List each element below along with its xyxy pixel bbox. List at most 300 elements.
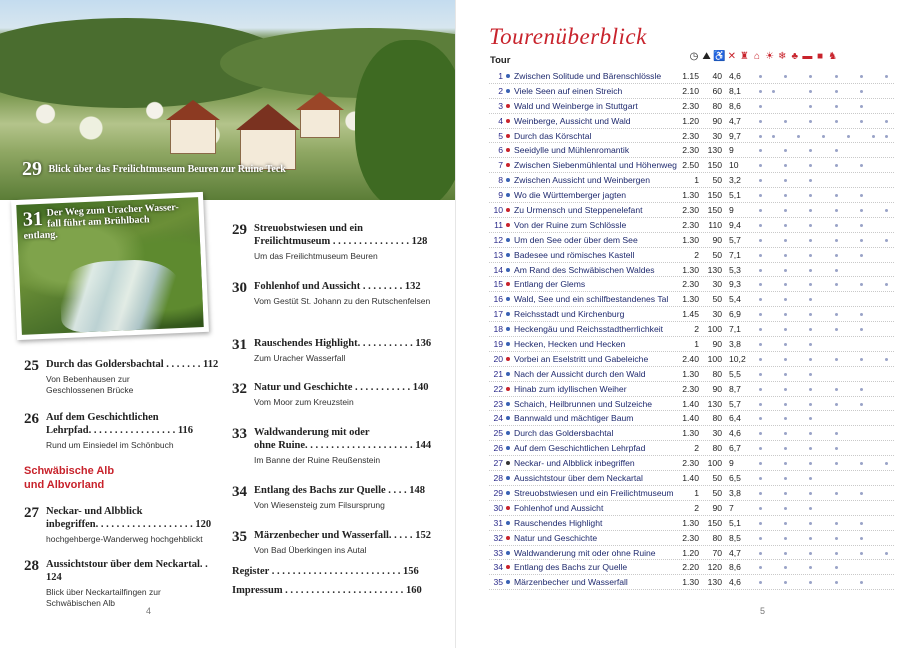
tour-duration: 2.30 — [682, 130, 699, 141]
feature-dot — [809, 552, 812, 555]
feature-dot — [784, 417, 787, 420]
feature-dot — [784, 269, 787, 272]
toc-entry-34[interactable] — [232, 484, 432, 511]
tour-elevation: 90 — [712, 234, 722, 245]
toc-subtitle: Im Banne der Ruine Reußenstein — [254, 455, 381, 465]
tour-duration: 1.20 — [682, 115, 699, 126]
feature-dot — [860, 552, 863, 555]
tour-row[interactable] — [489, 486, 894, 501]
feature-dot — [860, 313, 863, 316]
feature-dot — [872, 135, 875, 138]
tour-elevation: 120 — [707, 562, 722, 573]
tour-row[interactable] — [489, 322, 894, 337]
tour-number: 10 — [493, 205, 503, 216]
clock-icon: ◷ — [689, 51, 699, 62]
feature-dot — [759, 209, 762, 212]
tour-duration: 2.50 — [682, 160, 699, 171]
feature-dot — [809, 566, 812, 569]
tour-bullet — [506, 446, 510, 450]
tour-name: Um den See oder über dem See — [514, 234, 638, 245]
feature-dot — [835, 537, 838, 540]
tour-bullet — [506, 89, 510, 93]
tour-elevation: 30 — [712, 130, 722, 141]
tour-distance: 10,2 — [729, 353, 746, 364]
feature-dot — [835, 313, 838, 316]
tour-duration: 1.30 — [682, 294, 699, 305]
tour-bullet — [506, 536, 510, 540]
tour-row[interactable] — [489, 307, 894, 322]
feature-dot — [784, 239, 787, 242]
toc-register[interactable]: Register . . . . . . . . . . . . . . . . . . . . . . . . . 156 — [232, 566, 419, 577]
feature-dot — [809, 75, 812, 78]
toc-title: Aussichtstour über dem Neckartal. . 124 — [46, 559, 208, 583]
tour-duration: 2.10 — [682, 85, 699, 96]
feature-dot — [759, 432, 762, 435]
feature-dot — [835, 328, 838, 331]
feature-dot — [784, 164, 787, 167]
feature-dot — [759, 135, 762, 138]
tour-name: Fohlenhof und Aussicht — [514, 502, 604, 513]
tour-duration: 2.30 — [682, 145, 699, 156]
tour-bullet — [506, 327, 510, 331]
feature-dot — [809, 105, 812, 108]
feature-dot — [860, 492, 863, 495]
tour-distance: 10 — [729, 160, 739, 171]
tour-duration: 2.30 — [682, 532, 699, 543]
tour-elevation: 90 — [712, 115, 722, 126]
feature-dot — [759, 254, 762, 257]
feature-dot — [809, 239, 812, 242]
toc-entry-28[interactable] — [24, 558, 224, 609]
toc-page: 116 — [177, 425, 194, 436]
tour-row[interactable] — [489, 158, 894, 173]
tour-duration: 1.30 — [682, 368, 699, 379]
feature-dot — [759, 522, 762, 525]
tour-duration: 1 — [694, 175, 699, 186]
tour-name: Von der Ruine zum Schlössle — [514, 219, 627, 230]
tour-features — [751, 292, 896, 306]
toc-subtitle: Blick über Neckartailfingen zur Schwäbischen Alb — [46, 587, 161, 608]
tour-row[interactable] — [489, 426, 894, 441]
feature-dot — [809, 313, 812, 316]
tour-elevation: 130 — [707, 577, 722, 588]
tour-distance: 8,7 — [729, 383, 741, 394]
tour-number: 25 — [493, 428, 503, 439]
tour-features — [751, 397, 896, 411]
toc-entry-25[interactable] — [24, 358, 224, 396]
inset-caption — [22, 202, 179, 242]
tour-bullet — [506, 565, 510, 569]
tour-row[interactable] — [489, 84, 894, 99]
tour-duration: 1.40 — [682, 413, 699, 424]
tour-row[interactable] — [489, 531, 894, 546]
tour-name: Weinberge, Aussicht und Wald — [514, 115, 631, 126]
feature-dot — [809, 269, 812, 272]
tour-distance: 4,6 — [729, 577, 741, 588]
feature-dot — [759, 373, 762, 376]
feature-dot — [885, 552, 888, 555]
tour-elevation: 30 — [712, 428, 722, 439]
tour-row[interactable] — [489, 337, 894, 352]
tour-number: 27 — [493, 458, 503, 469]
tour-distance: 9,3 — [729, 279, 741, 290]
feature-dot — [759, 343, 762, 346]
toc-title: Rauschendes Highlight. . . . . . . . . . . 136 — [254, 338, 432, 349]
tour-name: Märzenbecher und Wasserfall — [514, 577, 628, 588]
tour-features — [751, 69, 896, 83]
feature-dot — [860, 164, 863, 167]
toc-number: 32 — [232, 381, 247, 397]
feature-dot — [784, 120, 787, 123]
toc-number: 33 — [232, 426, 247, 442]
toc-entry-32[interactable] — [232, 381, 432, 408]
tour-bullet — [506, 253, 510, 257]
feature-dot — [809, 432, 812, 435]
tour-distance: 5,3 — [729, 264, 741, 275]
tour-number: 35 — [493, 577, 503, 588]
tour-name: Natur und Geschichte — [514, 532, 598, 543]
feature-dot — [835, 358, 838, 361]
tour-row[interactable] — [489, 382, 894, 397]
feature-dot — [759, 566, 762, 569]
feature-dot — [835, 224, 838, 227]
tour-distance: 8,5 — [729, 532, 741, 543]
bird-icon: ♣ — [791, 51, 799, 62]
feature-dot — [860, 75, 863, 78]
hiker-icon: ♿ — [713, 51, 726, 62]
photo-caption-number: 29 — [22, 158, 42, 180]
toc-page: 132 — [404, 281, 421, 292]
tour-row[interactable] — [489, 99, 894, 114]
dog-icon: ♞ — [828, 51, 838, 62]
toc-page: 144 — [415, 440, 432, 451]
restaurant-icon: ✕ — [727, 51, 736, 62]
feature-dot — [809, 373, 812, 376]
feature-dot — [784, 552, 787, 555]
tour-bullet — [506, 461, 510, 465]
feature-dot — [835, 432, 838, 435]
feature-dot — [809, 343, 812, 346]
tour-number: 14 — [493, 264, 503, 275]
tour-elevation: 80 — [712, 443, 722, 454]
feature-dot — [835, 552, 838, 555]
tour-row[interactable] — [489, 129, 894, 144]
page-number-right: 5 — [760, 606, 766, 616]
tour-elevation: 130 — [707, 145, 722, 156]
feature-dot — [860, 105, 863, 108]
tour-row[interactable] — [489, 352, 894, 367]
feature-dot — [759, 477, 762, 480]
tour-row[interactable] — [489, 263, 894, 278]
toc-title: Neckar- und Albblick inbegriffen. . . . . . . . . . . . . . . . . . . 120 — [46, 506, 212, 530]
feature-dot — [835, 164, 838, 167]
toc-title: Entlang des Bachs zur Quelle . . . . 148 — [254, 485, 426, 496]
tour-name: Badesee und römisches Kastell — [514, 249, 635, 260]
feature-dot — [860, 254, 863, 257]
tour-duration: 1.30 — [682, 190, 699, 201]
feature-dot — [860, 462, 863, 465]
feature-dot — [809, 522, 812, 525]
toc-number: 29 — [232, 222, 247, 238]
house-shape — [300, 108, 340, 138]
tour-distance: 3,8 — [729, 339, 741, 350]
inset-caption-number: 31 — [22, 207, 44, 231]
tour-row[interactable] — [489, 411, 894, 426]
tour-features — [751, 441, 896, 455]
feature-dot — [885, 75, 888, 78]
feature-dot — [835, 492, 838, 495]
tour-row[interactable] — [489, 248, 894, 263]
tour-row[interactable] — [489, 441, 894, 456]
feature-dot — [759, 105, 762, 108]
tour-duration: 2.30 — [682, 219, 699, 230]
tour-number: 33 — [493, 547, 503, 558]
tour-row[interactable] — [489, 292, 894, 307]
tour-bullet — [506, 372, 510, 376]
tour-row[interactable] — [489, 516, 894, 531]
toc-subtitle: Von Bad Überkingen ins Autal — [254, 545, 367, 555]
tour-duration: 2 — [694, 443, 699, 454]
tour-distance: 8,1 — [729, 85, 741, 96]
feature-dot — [809, 194, 812, 197]
tour-name: Wald, See und ein schilfbestandenes Tal — [514, 294, 669, 305]
tour-distance: 5,7 — [729, 234, 741, 245]
tour-number: 12 — [493, 234, 503, 245]
tour-number: 8 — [498, 175, 503, 186]
tour-row[interactable] — [489, 277, 894, 292]
tour-number: 28 — [493, 473, 503, 484]
feature-dot — [809, 164, 812, 167]
feature-dot — [759, 537, 762, 540]
feature-dot — [809, 403, 812, 406]
inset-caption-line: fall führt am Brühlbach entlang. — [23, 214, 150, 242]
tour-row[interactable] — [489, 218, 894, 233]
tour-name: Zwischen Aussicht und Weinbergen — [514, 175, 650, 186]
toc-subtitle: Um das Freilichtmuseum Beuren — [254, 251, 378, 261]
feature-dot — [809, 507, 812, 510]
tour-elevation: 30 — [712, 309, 722, 320]
toc-entry-31[interactable] — [232, 337, 432, 364]
tour-row[interactable] — [489, 546, 894, 561]
tour-features — [751, 248, 896, 262]
toc-page: 148 — [409, 485, 426, 496]
tour-elevation: 90 — [712, 502, 722, 513]
toc-number: 34 — [232, 484, 247, 500]
tour-distance: 8,6 — [729, 100, 741, 111]
feature-dot — [809, 447, 812, 450]
tour-row[interactable] — [489, 367, 894, 382]
tour-row[interactable] — [489, 575, 894, 590]
tour-number: 18 — [493, 324, 503, 335]
toc-number: 27 — [24, 505, 39, 521]
tour-row[interactable] — [489, 203, 894, 218]
feature-dot — [809, 224, 812, 227]
feature-dot — [759, 120, 762, 123]
toc-entry-29[interactable] — [232, 222, 432, 262]
tour-bullet — [506, 223, 510, 227]
feature-dot — [835, 120, 838, 123]
tour-name: Reichsstadt und Kirchenburg — [514, 309, 625, 320]
feature-dot — [784, 581, 787, 584]
page-number-left: 4 — [146, 606, 152, 616]
toc-page: 112 — [203, 359, 219, 370]
feature-dot — [860, 403, 863, 406]
tour-bullet — [506, 551, 510, 555]
tour-distance: 9,7 — [729, 130, 741, 141]
tour-row[interactable] — [489, 188, 894, 203]
tour-name: Streuobstwiesen und ein Freilichtmuseum — [514, 487, 674, 498]
tour-number: 16 — [493, 294, 503, 305]
feature-dot — [860, 522, 863, 525]
tour-elevation: 80 — [712, 368, 722, 379]
tour-row[interactable] — [489, 114, 894, 129]
tour-row[interactable] — [489, 501, 894, 516]
toc-subtitle: Vom Moor zum Kreuzstein — [254, 397, 354, 407]
tour-name: Vorbei an Eselstritt und Gabeleiche — [514, 353, 649, 364]
toc-entry-35[interactable] — [232, 529, 432, 556]
feature-dot — [759, 269, 762, 272]
feature-dot — [809, 283, 812, 286]
photo-caption — [22, 158, 286, 181]
tour-bullet — [506, 521, 510, 525]
tour-elevation: 40 — [712, 71, 722, 81]
tour-number: 4 — [498, 115, 503, 126]
tour-row[interactable] — [489, 456, 894, 471]
feature-dot — [835, 90, 838, 93]
snowflake-icon: ❄ — [777, 51, 787, 62]
feature-dot — [809, 477, 812, 480]
feature-dot — [759, 179, 762, 182]
tour-distance: 3,8 — [729, 487, 741, 498]
feature-dot — [835, 239, 838, 242]
feature-dot — [759, 149, 762, 152]
tour-name: Wo die Württemberger jagten — [514, 190, 627, 201]
tour-number: 24 — [493, 413, 503, 424]
tour-distance: 5,1 — [729, 517, 741, 528]
tour-bullet — [506, 74, 510, 78]
toc-number: 25 — [24, 358, 39, 374]
feature-dot — [784, 507, 787, 510]
tour-duration: 2.30 — [682, 383, 699, 394]
tour-row[interactable] — [489, 143, 894, 158]
feature-dot — [822, 135, 825, 138]
tour-name: Seeidylle und Mühlenromantik — [514, 145, 630, 156]
tour-name: Entlang der Glems — [514, 279, 586, 290]
tour-row[interactable] — [489, 233, 894, 248]
feature-dot — [759, 358, 762, 361]
tour-bullet — [506, 416, 510, 420]
toc-page: 124 — [46, 572, 62, 583]
feature-dot — [809, 388, 812, 391]
feature-dot — [835, 388, 838, 391]
tour-row[interactable] — [489, 471, 894, 486]
tour-elevation: 150 — [707, 205, 722, 216]
inset-caption-line: Der Weg zum Uracher Wasser- — [46, 201, 179, 219]
tour-features — [751, 307, 896, 321]
tour-elevation: 150 — [707, 190, 722, 201]
tour-features — [751, 129, 896, 143]
tour-number: 21 — [493, 368, 503, 379]
feature-dot — [860, 388, 863, 391]
tour-row[interactable] — [489, 69, 894, 84]
feature-dot — [809, 462, 812, 465]
toc-subtitle: Von Wiesensteig zum Filsursprung — [254, 500, 385, 510]
tour-name: Auf dem Geschichtlichen Lehrpfad — [514, 443, 646, 454]
tour-number: 34 — [493, 562, 503, 573]
tour-elevation: 150 — [707, 160, 722, 171]
tour-features — [751, 233, 896, 247]
toc-impressum[interactable]: Impressum . . . . . . . . . . . . . . . . . . . . . . . 160 — [232, 585, 422, 596]
tour-name: Neckar- und Albblick inbegriffen — [514, 458, 635, 469]
feature-dot — [784, 328, 787, 331]
feature-dot — [759, 581, 762, 584]
tour-row[interactable] — [489, 397, 894, 412]
tour-distance: 6,4 — [729, 413, 741, 424]
feature-dot — [809, 358, 812, 361]
feature-dot — [784, 75, 787, 78]
toc-entry-33[interactable] — [232, 426, 432, 466]
toc-entry-30[interactable] — [232, 280, 432, 307]
tour-bullet — [506, 357, 510, 361]
feature-dot — [784, 194, 787, 197]
feature-dot — [784, 522, 787, 525]
toc-entry-27[interactable] — [24, 505, 224, 545]
toc-page: 152 — [415, 530, 431, 541]
tour-features — [751, 337, 896, 351]
toc-entry-26[interactable] — [24, 411, 224, 451]
house-shape — [170, 118, 216, 154]
feature-dot — [809, 90, 812, 93]
feature-dot — [809, 492, 812, 495]
tour-duration: 2.20 — [682, 562, 699, 573]
feature-dot — [835, 447, 838, 450]
tour-elevation: 150 — [707, 517, 722, 528]
feature-dot — [835, 269, 838, 272]
tour-name: Zu Urmensch und Steppenelefant — [514, 205, 643, 216]
tour-number: 2 — [498, 85, 503, 96]
tour-distance: 9 — [729, 145, 734, 156]
tour-elevation: 100 — [707, 353, 722, 364]
tour-column-header: Tour — [490, 55, 511, 66]
tour-bullet — [506, 134, 510, 138]
tour-bullet — [506, 238, 510, 242]
photo-freilichtmuseum — [0, 0, 455, 200]
tour-number: 26 — [493, 443, 503, 454]
tour-number: 3 — [498, 100, 503, 111]
feature-dot — [885, 462, 888, 465]
toc-subtitle: Von Bebenhausen zur Geschlossenen Brücke — [46, 374, 134, 395]
tour-elevation: 80 — [712, 413, 722, 424]
tour-distance: 4,7 — [729, 547, 741, 558]
tour-features — [751, 99, 896, 113]
tour-elevation: 90 — [712, 383, 722, 394]
tour-number: 7 — [498, 160, 503, 171]
feature-dot — [835, 209, 838, 212]
feature-dot — [835, 566, 838, 569]
tour-elevation: 50 — [712, 175, 722, 186]
tour-name: Zwischen Solitude und Bärenschlössle — [514, 71, 662, 81]
tour-row[interactable] — [489, 560, 894, 575]
tour-distance: 6,7 — [729, 443, 741, 454]
feature-dot — [860, 239, 863, 242]
tour-duration: 2 — [694, 502, 699, 513]
toc-subtitle: Zum Uracher Wasserfall — [254, 353, 346, 363]
feature-dot — [860, 120, 863, 123]
tour-row[interactable] — [489, 173, 894, 188]
feature-dot — [885, 358, 888, 361]
feature-dot — [759, 417, 762, 420]
feature-dot — [860, 537, 863, 540]
